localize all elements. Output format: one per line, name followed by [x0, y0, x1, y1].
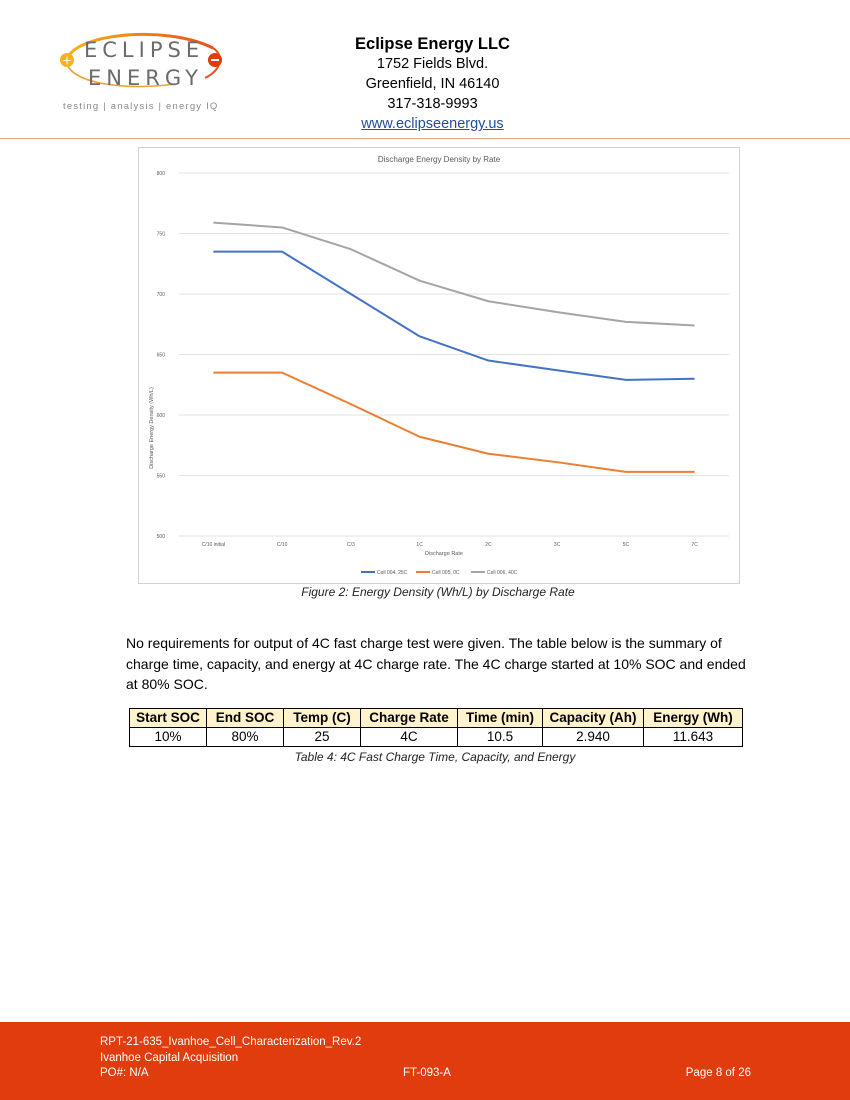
logo-word-eclipse: ECLIPSE — [84, 38, 205, 62]
header-divider — [0, 138, 850, 139]
footer-po-number: PO#: N/A — [100, 1067, 149, 1079]
fast-charge-summary-table — [129, 708, 743, 747]
col-time: Time (min) — [458, 709, 543, 728]
cell-charge-rate: 4C — [361, 728, 458, 747]
chart-x-axis-label: Discharge Rate — [425, 551, 463, 557]
chart-x-tick-label: C/10 initial — [201, 542, 226, 548]
phone-number: 317-318-9993 — [387, 96, 478, 112]
page-footer — [0, 1022, 850, 1100]
chart-x-tick-label: C/10 — [276, 542, 288, 548]
chart-y-axis-label: Discharge Energy Density (Wh/L) — [149, 387, 155, 469]
table-caption: Table 4: 4C Fast Charge Time, Capacity, and Energy — [294, 750, 576, 764]
table-header-row — [130, 709, 743, 728]
svg-text:+: + — [61, 53, 73, 68]
chart-y-tick-label: 650 — [156, 352, 165, 359]
chart-y-tick-label: 750 — [156, 231, 165, 238]
website-link[interactable]: www.eclipseenergy.us — [361, 116, 504, 132]
col-end-soc: End SOC — [207, 709, 284, 728]
energy-density-chart — [138, 147, 740, 584]
logo-word-energy: ENERGY — [88, 66, 203, 90]
chart-x-tick-label: 2C — [485, 542, 492, 548]
chart-series-line — [213, 373, 694, 472]
cell-time: 10.5 — [458, 728, 543, 747]
chart-series-line — [213, 223, 694, 326]
cell-temp: 25 — [284, 728, 361, 747]
col-start-soc: Start SOC — [130, 709, 207, 728]
company-name: Eclipse Energy LLC — [355, 35, 510, 53]
chart-legend-label: Cell 005, 0C — [432, 570, 460, 576]
chart-y-tick-label: 500 — [156, 534, 165, 540]
footer-client: Ivanhoe Capital Acquisition — [100, 1052, 239, 1064]
col-capacity: Capacity (Ah) — [543, 709, 644, 728]
figure-caption: Figure 2: Energy Density (Wh/L) by Discharge Rate — [301, 585, 575, 599]
company-logo — [55, 26, 235, 118]
logo-tagline: testing | analysis | energy IQ — [63, 101, 219, 112]
chart-x-tick-label: 3C — [553, 542, 561, 548]
cell-end-soc: 80% — [207, 728, 284, 747]
chart-legend-label: Cell 004, 25C — [377, 570, 408, 576]
body-paragraph: No requirements for output of 4C fast charge test were given. The table below is the summary of charge time, capacity, and energy at 4C charge rate. The 4C charge started at 10% SOC and ended at 80% SOC. — [126, 635, 746, 692]
address-line-1: 1752 Fields Blvd. — [376, 56, 489, 72]
address-line-2: Greenfield, IN 46140 — [365, 76, 500, 92]
footer-form-id: FT-093-A — [403, 1067, 451, 1079]
chart-y-tick-label: 700 — [156, 292, 165, 298]
table-row — [130, 728, 743, 747]
footer-page-number: Page 8 of 26 — [685, 1067, 751, 1079]
chart-x-tick-label: 1C — [416, 542, 423, 548]
chart-legend-label: Cell 006, 40C — [487, 570, 518, 576]
chart-svg — [139, 148, 739, 583]
col-charge-rate: Charge Rate — [361, 709, 458, 728]
company-address-block — [330, 34, 535, 134]
chart-x-tick-label: C/3 — [346, 542, 355, 548]
cell-energy: 11.643 — [644, 728, 743, 747]
cell-capacity: 2.940 — [543, 728, 644, 747]
chart-y-tick-label: 550 — [156, 473, 165, 480]
col-energy: Energy (Wh) — [644, 709, 743, 728]
chart-y-tick-label: 600 — [156, 413, 165, 419]
chart-title: Discharge Energy Density by Rate — [377, 155, 501, 164]
chart-y-tick-label: 800 — [156, 171, 165, 177]
cell-start-soc: 10% — [130, 728, 207, 747]
footer-report-id: RPT-21-635_Ivanhoe_Cell_Characterization_Rev.2 — [100, 1036, 362, 1048]
chart-x-tick-label: 7C — [691, 542, 698, 548]
chart-series-line — [213, 252, 694, 380]
col-temp: Temp (C) — [284, 709, 361, 728]
chart-x-tick-label: 5C — [622, 542, 630, 548]
